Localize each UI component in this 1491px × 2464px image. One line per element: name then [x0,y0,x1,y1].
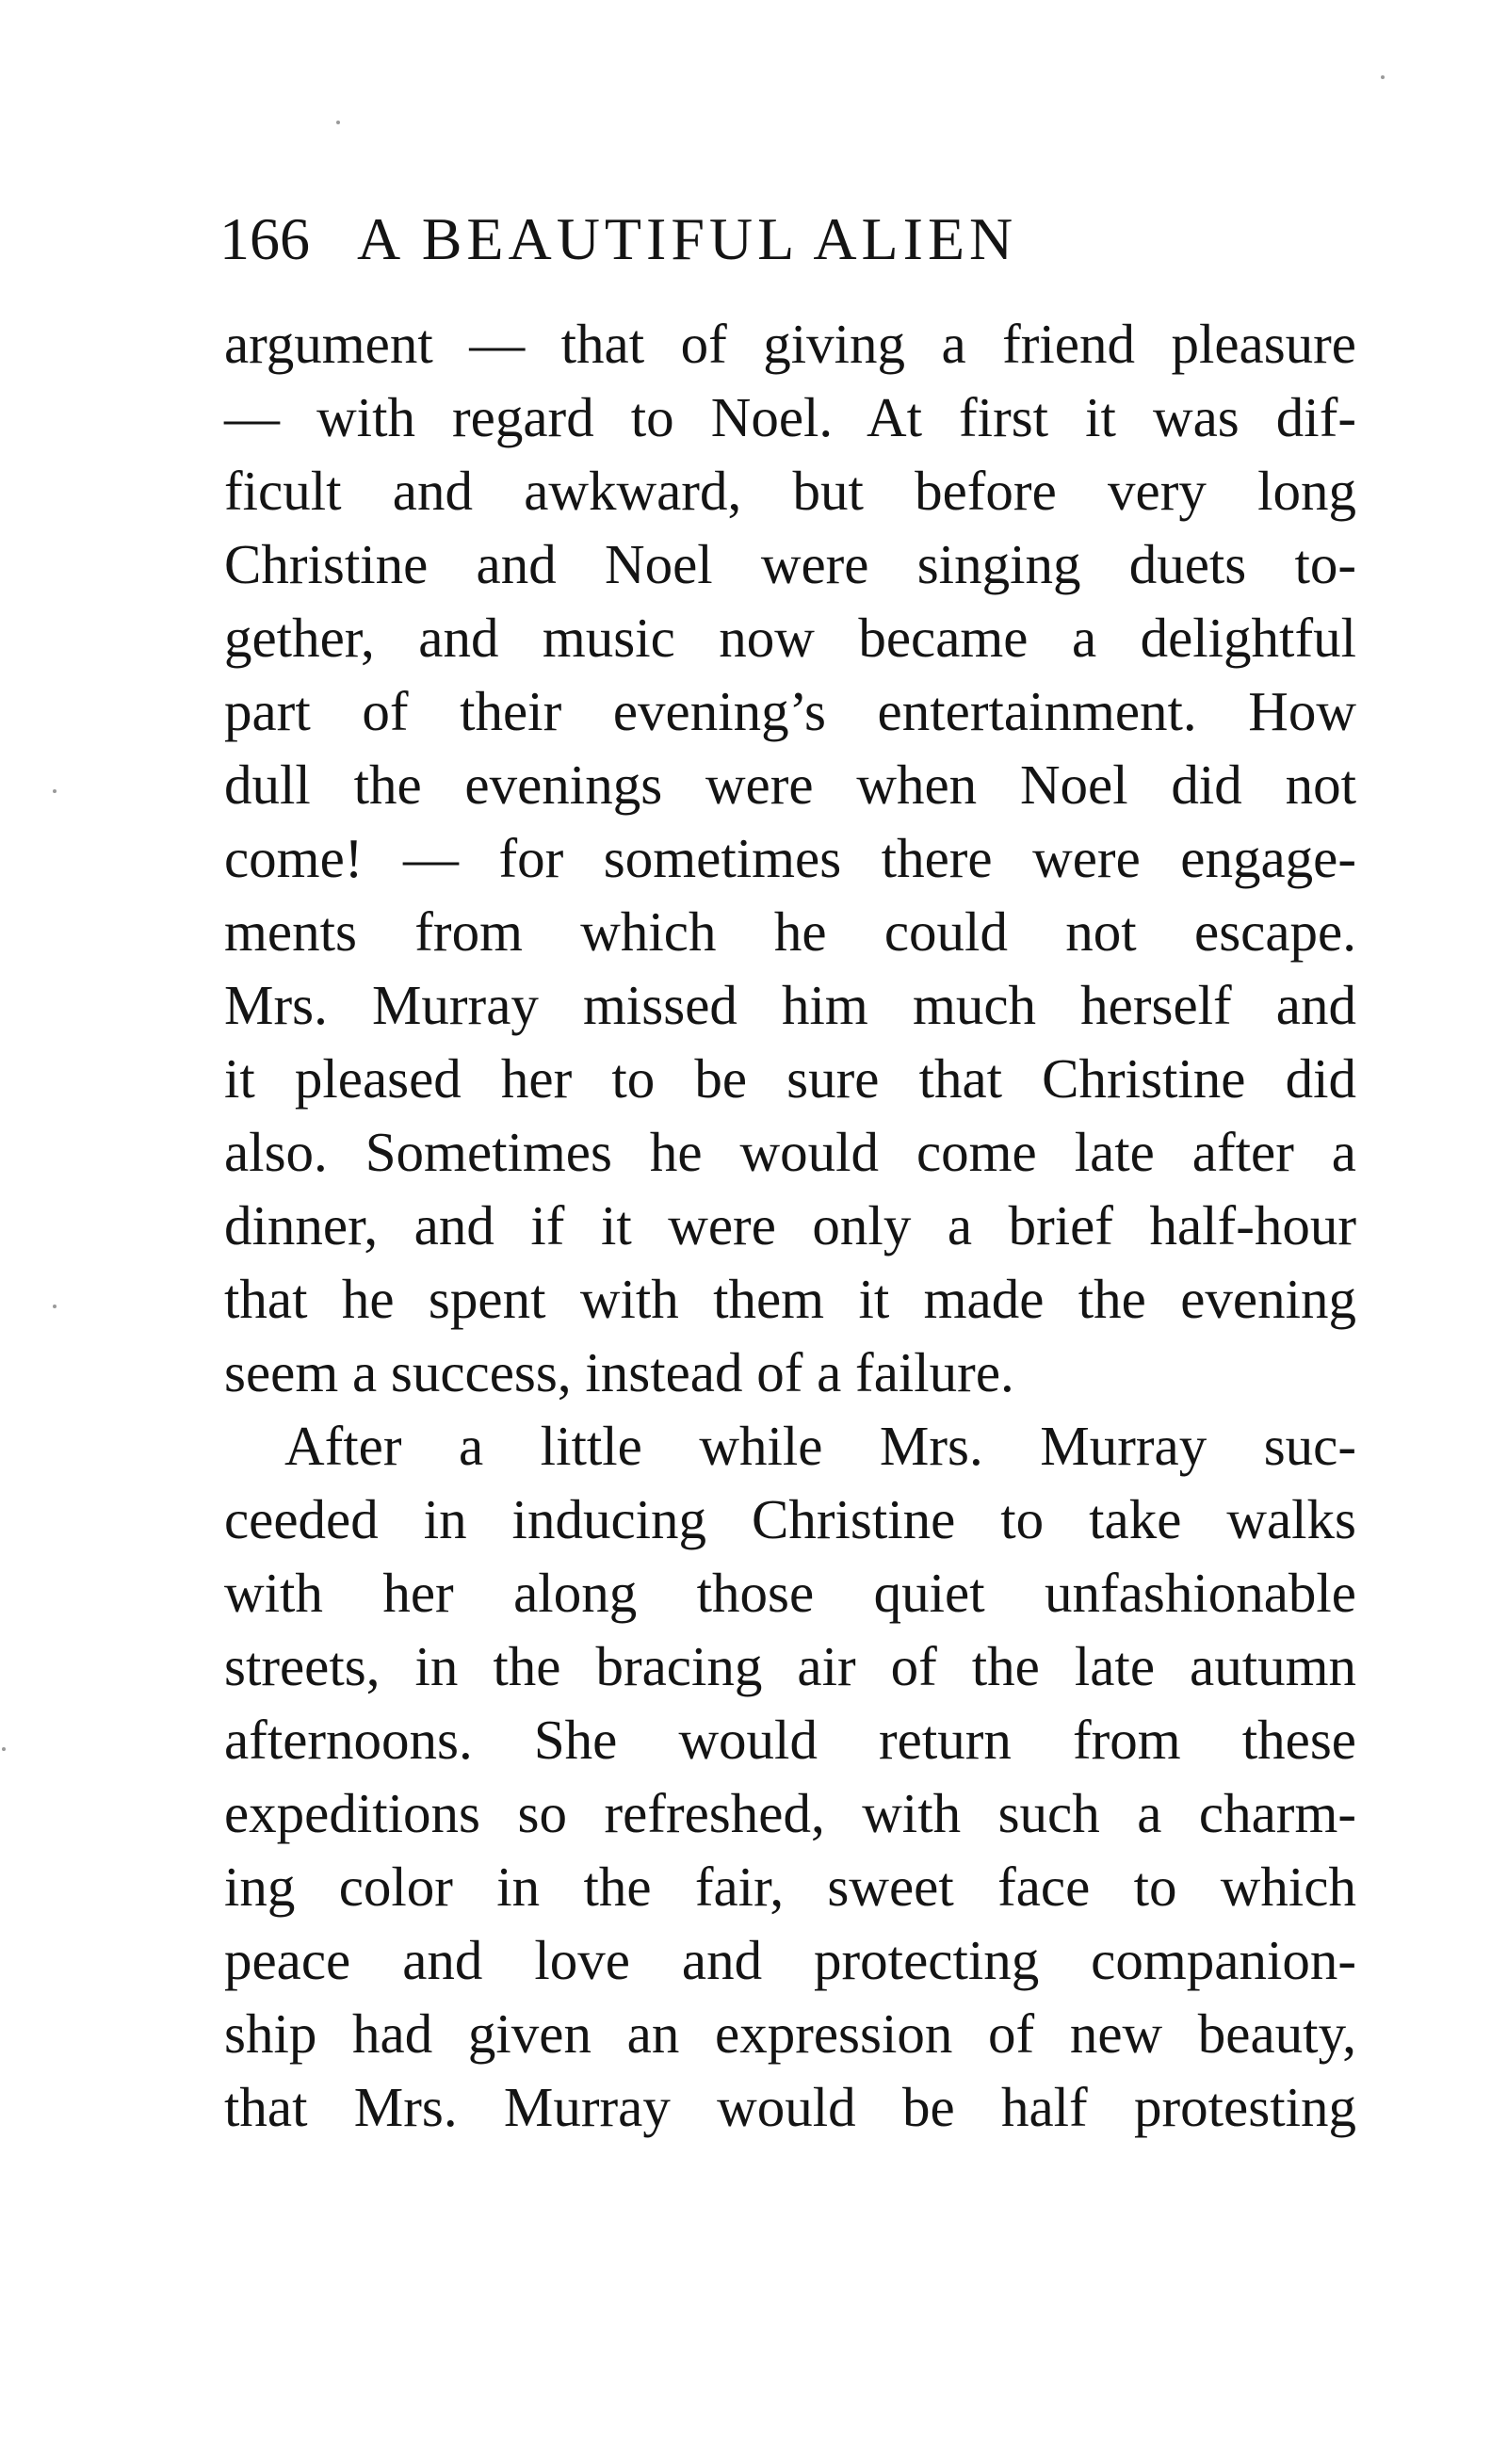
page-number: 166 [219,205,310,272]
text-line: gether, and music now became a delightful [224,607,1356,669]
text-line: afternoons. She would return from these [224,1709,1356,1771]
scan-speck [1381,75,1385,79]
text-line: Christine and Noel were singing duets to- [224,533,1356,595]
scan-speck [2,1747,6,1751]
text-line: ing color in the fair, sweet face to which [224,1856,1356,1918]
scan-speck [53,1305,57,1308]
text-line: ficult and awkward, but before very long [224,460,1356,522]
scan-speck [336,121,340,124]
text-line: come! — for sometimes there were engage- [224,827,1356,889]
text-line: dull the evenings were when Noel did not [224,754,1356,816]
text-line: expeditions so refreshed, with such a charm- [224,1782,1356,1844]
text-line: ments from which he could not escape. [224,900,1356,963]
text-line: ship had given an expression of new beauty, [224,2002,1356,2065]
paragraph-end-line: seem a success, instead of a failure. [224,1341,1014,1403]
text-line: argument — that of giving a friend pleasure [224,313,1356,375]
running-head [219,200,1359,279]
text-line: streets, in the bracing air of the late autumn [224,1635,1356,1697]
text-line: ceeded in inducing Christine to take walks [224,1488,1356,1550]
paragraph-start-line: After a little while Mrs. Murray suc- [284,1415,1356,1477]
text-line: it pleased her to be sure that Christine did [224,1047,1356,1110]
text-line: Mrs. Murray missed him much herself and [224,974,1356,1036]
book-title: A BEAUTIFUL ALIEN [357,205,1018,272]
body-text [224,307,1356,2144]
text-line: with her along those quiet unfashionable [224,1562,1356,1624]
text-line: peace and love and protecting companion- [224,1929,1356,1991]
text-line: — with regard to Noel. At first it was dif- [224,386,1356,448]
scan-speck [53,789,57,793]
text-line: that he spent with them it made the evening [224,1268,1356,1330]
text-line: that Mrs. Murray would be half protesting [224,2076,1356,2138]
text-line: also. Sometimes he would come late after a [224,1121,1356,1183]
text-line: part of their evening’s entertainment. How [224,680,1356,742]
text-line: dinner, and if it were only a brief half-hour [224,1194,1356,1256]
